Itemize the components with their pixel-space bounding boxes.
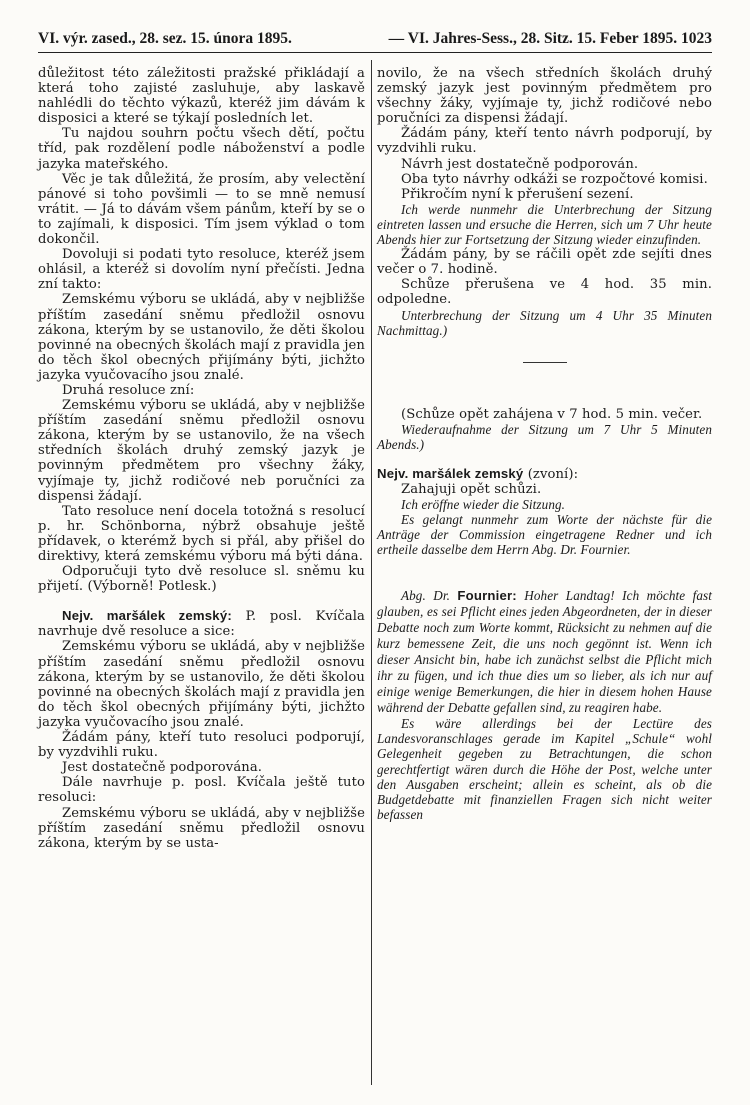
speech (377, 588, 712, 717)
right-column (377, 66, 712, 822)
speech (38, 608, 365, 639)
resolution-text: Zemskému výboru se ukládá, aby v nejbližše příštím zasedání sněmu předložil osnovu zákona, kterým by se ustanovilo, že děti školou povinné na obecných školách mají z pravidla jen do těch škol obecných přijímány býti, jichžto jazyka vyučovacího jsou znalé. (38, 292, 365, 383)
paragraph-german: Ich eröffne wieder die Sitzung. (401, 497, 566, 513)
speaker-name: Nejv. maršálek zemský: (62, 608, 232, 624)
paragraph: Přikročím nyní k přerušení sezení. (401, 186, 634, 202)
paragraph-german: Es wäre allerdings bei der Lectüre des Landesvoranschlages gerade im Kapitel „Schule“ wohl Gelegenheit gegeben zu Betrachtungen, die schon gerechtfertigt wären durch die Höhe der Post, welche unter den Ausgaben erscheint; allein es scheint, als ob die Budgetdebatte mit finanziellen Fragen sich nicht weiter befassen (377, 716, 712, 822)
paragraph-german: Wiederaufnahme der Sitzung um 7 Uhr 5 Minuten Abends.) (377, 421, 712, 452)
paragraph: (Schůze opět zahájena v 7 hod. 5 min. večer. (401, 406, 703, 422)
paragraph: Žádám pány, by se ráčili opět zde sejíti dnes večer o 7. hodině. (377, 247, 712, 278)
speaker-prefix: Abg. Dr. (401, 587, 458, 603)
paragraph: Odporučuji tyto dvě resoluce sl. sněmu ku přijetí. (Výborně! Potlesk.) (38, 564, 365, 595)
paragraph-german: Unterbrechung der Sitzung um 4 Uhr 35 Minuten Nachmittag.) (377, 307, 712, 338)
paragraph: Tu najdou souhrn počtu všech dětí, počtu tříd, pak rozdělení podle náboženství a podle jazyka mateřského. (38, 126, 365, 172)
paragraph: Schůze přerušena ve 4 hod. 35 min. odpoledne. (377, 277, 712, 308)
paragraph-german: Es gelangt nunmehr zum Worte der nächste für die Anträge der Commission eingetragene Redner und ich ertheile dasselbe dem Herrn Abg. Dr. Fournier. (377, 512, 712, 558)
paragraph: Dále navrhuje p. posl. Kvíčala ještě tuto resoluci: (38, 775, 365, 806)
resolution-text: Zemskému výboru se ukládá, aby v nejbližše příštím zasedání sněmu předložil osnovu zákona, kterým by se ustanovilo, že děti školou povinné na obecných školách mají z pravidla jen do těch škol obecných přijímány býti, jichžto jazyka vyučovacího jsou znalé. (38, 639, 365, 730)
paragraph: Jest dostatečně podporována. (62, 760, 263, 776)
speaker-name: Fournier: (457, 587, 517, 603)
speaker-name: Nejv. maršálek zemský (377, 465, 524, 481)
paragraph: Oba tyto návrhy odkáži se rozpočtové komisi. (401, 171, 708, 187)
paragraph: Návrh jest dostatečně podporován. (401, 156, 639, 172)
paragraph: novilo, že na všech středních školách druhý zemský jazyk jest povinným předmětem pro všechny žáky, vyjímaje ty, jichž rodičové nebo poručníci za dispensi žádají. (377, 66, 712, 127)
page-header (38, 30, 712, 54)
header-rule (38, 52, 712, 53)
paragraph-german: Ich werde nunmehr die Unterbrechung der Sitzung eintreten lassen und ersuche die Herren, sich um 7 Uhr heute Abends hier zur Fortsetzung der Sitzung wieder einzufinden. (377, 201, 712, 248)
paragraph: Žádám pány, kteří tento návrh podporují, by vyzdvihli ruku. (377, 126, 712, 157)
paragraph: důležitost této záležitosti pražské přikládají a která toho zajisté zasluhuje, aby laskavě nahlédli do těchto výkazů, kteréž jim dávám k disposici a které se týkají posledních let. (38, 66, 365, 127)
left-column (38, 66, 365, 851)
speech-text: P. posl. Kvíčala navrhuje dvě resoluce a sice: (38, 609, 365, 640)
paragraph: Dovoluji si podati tyto resoluce, kteréž jsem ohlásil, a kteréž si dovolím nyní přečísti. Jedna zní takto: (38, 247, 365, 293)
speech (377, 466, 712, 482)
paragraph: Věc je tak důležitá, že prosím, aby velectění pánové si toho povšimli — to se mně nemusí vrátit. — Já to dávám všem pánům, kteří by se o to zajímali, k disposici. Tím jsem výklad o tom dokončil. (38, 171, 365, 248)
header-german: — VI. Jahres-Sess., 28. Sitz. 15. Feber 1895. 1023 (388, 30, 712, 47)
speaker-note: (zvoní): (523, 466, 579, 482)
resolution-text: Zemskému výboru se ukládá, aby v nejbližše příštím zasedání sněmu předložil osnovu zákona, kterým by se ustanovilo, že na všech středních školách druhý zemský jazyk je povinným předmětem pro všechny žáky, vyjímaje ty, jichž rodičové neb poručníci za dispensi žádají. (38, 398, 365, 504)
paragraph: Zahajuji opět schůzi. (401, 482, 542, 498)
resolution-text: Zemskému výboru se ukládá, aby v nejbližše příštím zasedání sněmu předložil osnovu zákona, kterým by se usta- (38, 805, 365, 851)
section-rule (523, 362, 567, 363)
paragraph: Tato resoluce není docela totožná s resolucí p. hr. Schönborna, nýbrž obsahuje ještě přídavek, o kterémž bych si přál, aby přišel do direktivy, která zemskému výboru má býti dána. (38, 503, 365, 564)
speech-text: Hoher Landtag! Ich möchte fast glauben, es sei Pflicht eines jeden Abgeordneten, der in dieser Debatte noch zum Worte kommt, Rücksicht zu nehmen auf die kurz bemessene Zeit, die uns noch gegönnt ist. Wenn ich dieser Ansicht bin, habe ich zunächst selbst die Pflicht mich ihr zu fügen, und ich thue dies um so lieber, als ich nur auf einige wenige Bemerkungen, die hier in diesem hohen Hause während der Debatte gefallen sind, zu reagiren habe. (377, 587, 713, 716)
column-divider (371, 60, 372, 1085)
header-czech: VI. výr. zased., 28. sez. 15. února 1895. (38, 30, 292, 47)
paragraph: Druhá resoluce zní: (62, 382, 195, 398)
paragraph: Žádám pány, kteří tuto resoluci podporují, by vyzdvihli ruku. (38, 730, 365, 761)
